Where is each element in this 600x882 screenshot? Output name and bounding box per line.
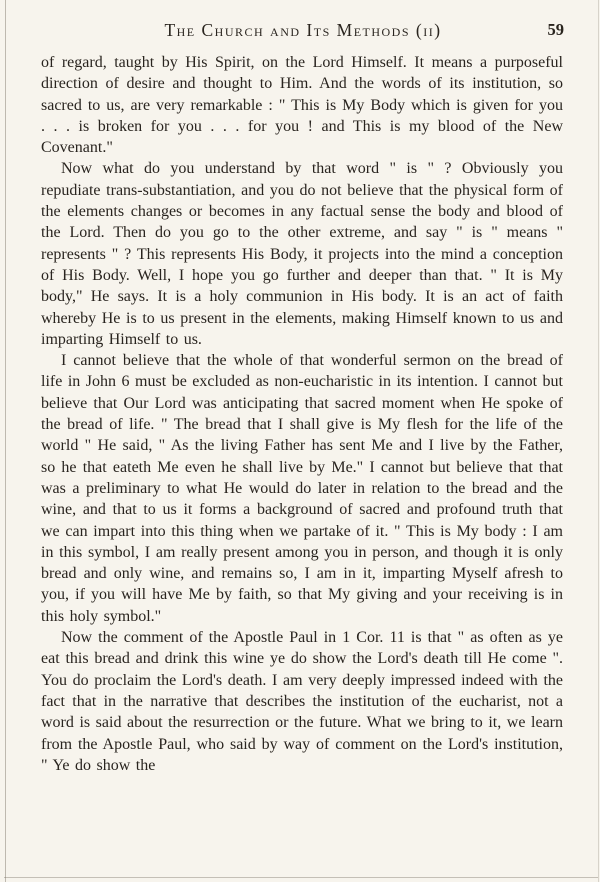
scan-edge-right <box>598 0 599 882</box>
running-title: The Church and Its Methods (ii) <box>164 20 442 40</box>
paragraph: Now the comment of the Apostle Paul in 1 Cor. 11 is that " as often as ye eat this bread and drink this wine ye do show the Lord's death till He come ". You do proclaim the Lord's death. I am very deeply impressed indeed with the fact that in the narrative that describes the institution of the eucharist, not a word is said about the resurrection or the future. What we bring to it, we learn from the Apostle Paul, who said by way of comment on the Lord's institution, " Ye do show the <box>41 629 563 774</box>
page-body <box>41 52 563 852</box>
paragraph: I cannot believe that the whole of that wonderful sermon on the bread of life in John 6 must be excluded as non-eucharistic in its intention. I cannot but believe that Our Lord was anticipating that sacred moment when He spoke of the bread of life. " The bread that I shall give is My flesh for the life of the world " He said, " As the living Father has sent Me and I live by the Father, so he that eateth Me even he shall live by Me." I cannot but believe that that was a preliminary to what He would do later in relation to the bread and the wine, and that to us it forms a background of sacred and profound truth that we can impart into this thing when we partake of it. " This is My body : I am in this symbol, I am really present among you in person, and though it is only bread and only wine, and remains so, I am in it, imparting Myself afresh to you, if you will have Me by faith, so that My giving and your receiving is in this holy symbol." <box>41 352 563 625</box>
page-header <box>40 20 566 42</box>
scan-edge-bottom <box>4 877 598 878</box>
paragraph: of regard, taught by His Spirit, on the Lord Himself. It means a purposeful direction of desire and thought to Him. And the words of its institution, so sacred to us, are very remarkable : " This is My Body which is given for you . . . is broken for you . . . for you ! and This is my blood of the New Covenant." <box>41 54 563 157</box>
scan-edge-left <box>5 0 6 882</box>
paragraph: Now what do you understand by that word " is " ? Obviously you repudiate trans-substantiation, and you do not believe that the physical form of the elements changes or becomes in any factual sense the body and blood of the Lord. Then do you go to the other extreme, and say " is " means " represents " ? This represents His Body, it projects into the mind a conception of His Body. Well, I hope you go further and deeper than that. " It is My body," He says. It is a holy communion in His body. It is an act of faith whereby He is to us present in the elements, making Himself known to us and imparting Himself to us. <box>41 160 563 348</box>
page-number: 59 <box>547 20 564 39</box>
